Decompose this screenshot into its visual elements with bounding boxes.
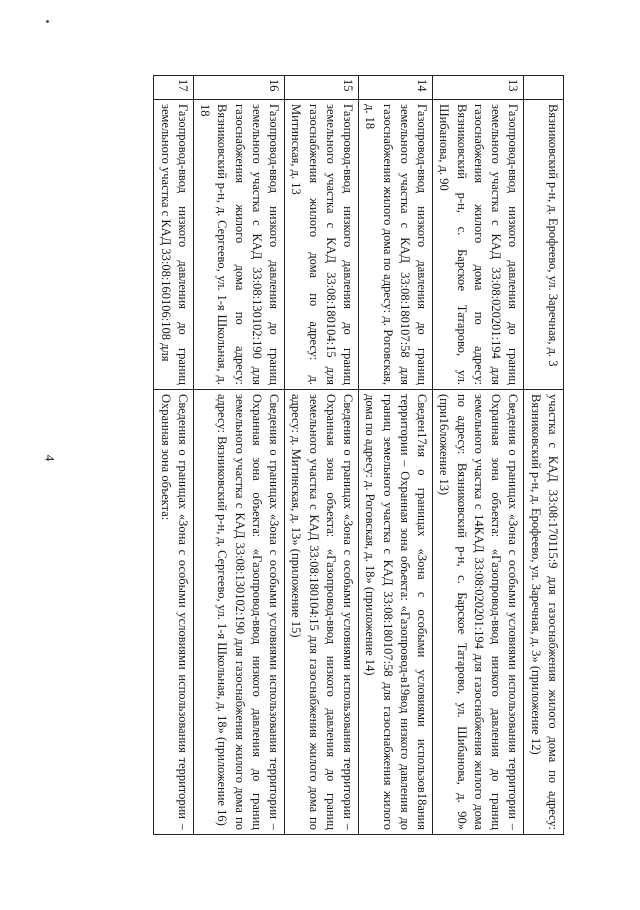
zone-information: Сведения о границах «Зона с особыми условиями использования территории – Охранная зона объекта: «Газопровод-ввод низкого давления до границ земельного участка с 14КАД 33:08:020201:194 для газоснабжения жилого дома по адресу: Вязниковский р-н, с. Барское Татарово, ул. Шибанова, д. 90» (при16ложение 13) — [433, 390, 524, 835]
object-description: Газопровод-ввод низкого давления до границ земельного участка с КАД 33:08:160106:108 для — [154, 100, 194, 390]
table-row — [154, 76, 194, 835]
row-number: 15 — [285, 76, 359, 100]
zones-table-body — [154, 76, 564, 835]
object-description: Вязниковский р-н, д. Ерофеево, ул. Заречная, д. 3 — [524, 100, 564, 390]
table-row — [285, 76, 359, 835]
object-description: Газопровод-ввод низкого давления до границ земельного участка с КАД 33:08:020201:194 для газоснабжения жилого дома по адресу: Вязниковский р-н, с. Барское Татарово, ул. Шибанова, д. 90 — [433, 100, 524, 390]
row-number: 17 — [154, 76, 194, 100]
object-description: Газопровод-ввод низкого давления до границ земельного участка с КАД 33:08:180104:15 для газоснабжения жилого дома по адресу: д. Митинская, д. 13 — [285, 100, 359, 390]
row-number: 16 — [194, 76, 285, 100]
object-description: Газопровод-ввод низкого давления до границ земельного участка с КАД 33:08:180107:58 для газоснабжения жилого дома по адресу: д. Роговская, д. 18 — [359, 100, 433, 390]
table-row — [359, 76, 433, 835]
zones-table — [154, 75, 565, 835]
table-row — [433, 76, 524, 835]
object-description: Газопровод-ввод низкого давления до границ земельного участка с КАД 33:08:130102:190 для газоснабжения жилого дома по адресу: Вязниковский р-н, д. Сергеево, ул. 1-я Школьная, д. 18 — [194, 100, 285, 390]
zone-information: Сведения о границах «Зона с особыми условиями использования территории – Охранная зона объекта: «Газопровод-ввод низкого давления до границ земельного участка с КАД 33:08:180104:15 для газоснабжения жилого дома по адресу: д. Митинская, д. 13» (приложение 15) — [285, 390, 359, 835]
page-number: 4 — [42, 454, 58, 462]
row-number: 13 — [433, 76, 524, 100]
zone-information: участка с КАД 33:08:170115:9 для газоснабжения жилого дома по адресу: Вязниковский р-н, д. Ерофеево, ул. Заречная, д. 3» (приложение 12) — [524, 390, 564, 835]
scan-speck — [46, 20, 49, 23]
rotated-page — [76, 75, 564, 835]
table-row — [524, 76, 564, 835]
table-row — [194, 76, 285, 835]
zone-information: Сведен17ия о границах «Зона с особыми условиями использов18ания территории – Охранная зона объекта: «Газопровод-в19вод низкого давления до границ земельного участка с КАД 33:08:180107:58 для газоснабжения жилого дома по адресу: д. Роговская, д. 18» (приложение 14) — [359, 390, 433, 835]
row-number — [524, 76, 564, 100]
row-number: 14 — [359, 76, 433, 100]
zone-information: Сведения о границах «Зона с особыми условиями использования территории – Охранная зона объекта: «Газопровод-ввод низкого давления до границ земельного участка с КАД 33:08:130102:190 для газоснабжения жилого дома по адресу: Вязниковский р-н, д. Сергеево, ул. 1-я Школьная, д. 18» (приложение 16) — [194, 390, 285, 835]
zone-information: Сведения о границах «Зона с особыми условиями использования территории – Охранная зона объекта: — [154, 390, 194, 835]
